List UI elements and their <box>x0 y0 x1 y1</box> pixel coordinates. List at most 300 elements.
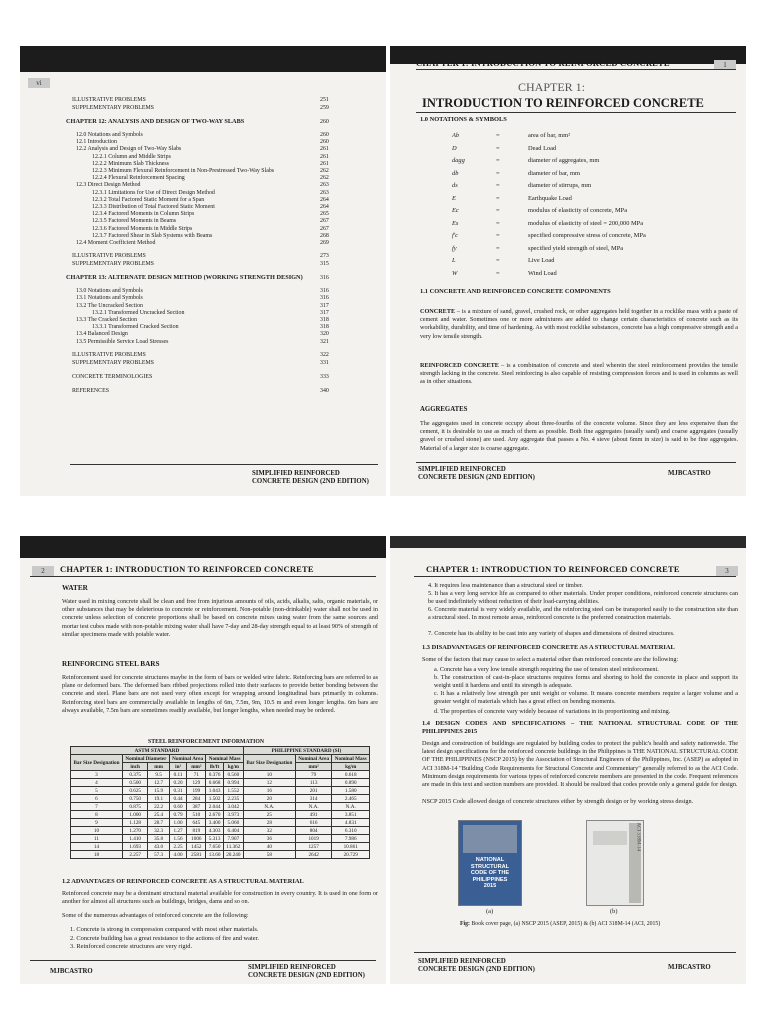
page-number: vi <box>28 78 50 88</box>
table-cell: 2.25 <box>169 843 186 851</box>
toc-entry: CHAPTER 12: ANALYSIS AND DESIGN OF TWO-WAY SLABS <box>66 118 245 125</box>
toc-entry: REFERENCES <box>72 387 109 394</box>
table-cell: 2.044 <box>206 803 223 811</box>
notation-symbol: ds <box>452 182 458 189</box>
toc-entry: ILLUSTRATIVE PROBLEMS <box>72 253 146 260</box>
table-cell: 20.240 <box>223 851 243 859</box>
footer-title-line2: CONCRETE DESIGN (2ND EDITION) <box>252 478 369 485</box>
table-row <box>71 811 370 819</box>
table-cell: 0.750 <box>122 795 147 803</box>
table-cell: 0.376 <box>206 771 223 779</box>
toc-entry: 12.3 Direct Design Method <box>76 182 141 189</box>
toc-entry: 13.2 The Uncracked Section <box>76 302 143 309</box>
list-item: a. Concrete has a very low tensile strength requiring the use of tension steel reinforcement. <box>434 666 659 673</box>
table-cell: 1.410 <box>122 835 147 843</box>
table-cell: 3.851 <box>332 811 370 819</box>
toc-page-number: 263 <box>320 189 329 196</box>
table-cell: 1.693 <box>122 843 147 851</box>
table-cell: 3.042 <box>223 803 243 811</box>
notation-symbol: Es <box>452 219 459 227</box>
table-cell: 43.0 <box>148 843 169 851</box>
table-cell: 0.500 <box>122 779 147 787</box>
scan-edge-band <box>390 536 746 548</box>
toc-entry: 12.2.1 Column and Middle Strips <box>92 153 171 160</box>
table-cell: 0.60 <box>169 803 186 811</box>
list-item: 5. It has a very long service life as compared to other materials. Under proper conditions, reinforced concrete structures can be used indefinitely without reduction of their load-carrying abilities. <box>428 590 738 606</box>
col-header: Nominal Area <box>169 755 206 763</box>
table-cell: 28 <box>243 819 295 827</box>
cover-line: STRUCTURAL <box>470 863 510 870</box>
cover-line: PHILIPPINES <box>472 876 508 883</box>
sub-header: kg/m <box>223 763 243 771</box>
sub-header: mm² <box>187 763 206 771</box>
toc-entry: SUPPLEMENTARY PROBLEMS <box>72 359 154 366</box>
notation-definition: specified compressive stress of concrete, MPa <box>528 232 646 239</box>
toc-entry: 12.3.4 Factored Moments in Column Strips <box>92 211 195 218</box>
page-1 <box>390 46 746 496</box>
col-header: Nominal Area <box>295 755 332 763</box>
table-cell: 1.270 <box>122 827 147 835</box>
toc-entry: 13.1 Notations and Symbols <box>76 295 143 302</box>
toc-page-number: 340 <box>320 387 329 394</box>
toc-entry: 12.2 Analysis and Design of Two-Way Slabs <box>76 146 182 153</box>
col-header: Nominal Diameter <box>122 755 169 763</box>
page-number: 3 <box>716 566 738 576</box>
table-cell: 314 <box>295 795 332 803</box>
list-item: 6. Concrete material is very widely available, and the reinforcing steel can be transported easily to the construction site than a structural steel. In most remote areas, reinforced concrete is the preferred construction materials. <box>428 606 738 622</box>
toc-page-number: 261 <box>320 160 329 167</box>
footer-rule <box>416 462 736 463</box>
notation-equals: = <box>496 244 500 252</box>
toc-page-number: 263 <box>320 182 329 189</box>
toc-entry: 13.0 Notations and Symbols <box>76 288 143 295</box>
notation-definition: diameter of bar, mm <box>528 169 580 177</box>
page-3 <box>390 536 746 984</box>
table-cell: N.A. <box>243 803 295 811</box>
table-cell: 11 <box>71 835 123 843</box>
notation-definition: modulus of elasticity of steel = 200,000 MPa <box>528 219 644 227</box>
table-cell: 28.7 <box>148 819 169 827</box>
footer-title-line2: CONCRETE DESIGN (2ND EDITION) <box>418 966 535 973</box>
term-concrete: CONCRETE <box>420 308 456 315</box>
table-cell: 201 <box>295 787 332 795</box>
notation-equals: = <box>496 219 500 227</box>
table-cell: 0.994 <box>223 779 243 787</box>
table-cell: 129 <box>187 779 206 787</box>
toc-entry: ILLUSTRATIVE PROBLEMS <box>72 351 146 358</box>
notation-symbol: db <box>452 169 459 177</box>
table-cell: 18 <box>71 851 123 859</box>
rc-definition <box>420 362 738 387</box>
sub-header: kg/m <box>332 763 370 771</box>
water-text: Water used in mixing concrete shall be clean and free from injurious amounts of oils, acids, alkalis, salts, organic materials, or other substances that may be deleterious to concrete or reinforcement. Non-potable (non-drinkable) water shall not be used in concrete unless selection of concrete proportions shall be based on concrete mixes using water from the same sources and mortar test cubes made with non-potable mixing water shall have 7-day and 28-day strength equal to at least 90% of strength of similar specimens made with potable water. <box>62 598 378 638</box>
notation-symbol: f'c <box>452 232 458 239</box>
table-cell: 2.670 <box>206 811 223 819</box>
aggregates-text: The aggregates used in concrete occupy about three-fourths of the concrete volume. Since they are less expensive than the cement, it is desirable to use as much of them as possible. Both fine aggregates (usually sand) and coarse aggregates (usually gravel or crushed stone) are used. Any aggregate that passes a No. 4 sieve (about 6mm in size) is said to be fine aggregates. Material of a larger size is coarse aggregate. <box>420 420 738 452</box>
footer-rule <box>70 464 378 465</box>
table-cell: 79 <box>295 771 332 779</box>
col-header: Bar Size Designation <box>71 755 123 771</box>
notation-symbol: Ab <box>452 132 460 139</box>
table-cell: 199 <box>187 787 206 795</box>
sub-header: mm <box>148 763 169 771</box>
toc-entry: 12.4 Moment Coefficient Method <box>76 240 156 246</box>
notation-definition: Wind Load <box>528 269 557 277</box>
table-cell: 40 <box>243 843 295 851</box>
notation-definition: Live Load <box>528 257 555 264</box>
notation-symbol: L <box>452 257 456 264</box>
header-rule <box>414 576 736 577</box>
table-cell: 1019 <box>295 835 332 843</box>
table-cell: 3 <box>71 771 123 779</box>
header-rule <box>416 69 736 70</box>
toc-page-number: 320 <box>320 331 329 338</box>
table-cell: N.A. <box>295 803 332 811</box>
footer-book-title <box>252 470 369 486</box>
table-row <box>71 851 370 859</box>
footer-rule <box>414 952 736 953</box>
table-cell: 7.986 <box>332 835 370 843</box>
table-cell: 645 <box>187 819 206 827</box>
table-cell: 284 <box>187 795 206 803</box>
toc-entry: 13.3 The Cracked Section <box>76 317 138 323</box>
table-cell: 10 <box>243 771 295 779</box>
table-cell: 13.60 <box>206 851 223 859</box>
chapter-running-header: CHAPTER 1: INTRODUCTION TO REINFORCED CONCRETE <box>426 564 680 574</box>
notation-equals: = <box>496 194 500 202</box>
table-cell: 3.973 <box>223 811 243 819</box>
footer-title-line1: SIMPLIFIED REINFORCED <box>252 470 340 477</box>
notation-definition: area of bar, mm² <box>528 132 571 139</box>
toc-page-number: 269 <box>320 240 329 246</box>
toc-page-number: 321 <box>320 338 329 345</box>
sub-header: inch <box>122 763 147 771</box>
table-cell: 819 <box>187 827 206 835</box>
table-cell: 0.31 <box>169 787 186 795</box>
table-cell: 5.060 <box>223 819 243 827</box>
toc-page-number: 262 <box>320 175 329 182</box>
toc-entry: 12.3.7 Factored Shear in Slab Systems with Beams <box>92 232 213 239</box>
list-item: c. It has a relatively low strength per unit weight or volume. It means concrete members require a larger volume and a greater weight of materials which has a great effect on bending moments. <box>434 690 738 706</box>
table-cell: 4.00 <box>169 851 186 859</box>
toc-entry: SUPPLEMENTARY PROBLEMS <box>72 105 154 111</box>
notation-symbol: W <box>452 269 458 277</box>
cover-text-block <box>593 831 627 845</box>
list-item: 4. It requires less maintenance than a structural steel or timber. <box>428 582 583 589</box>
table-cell: 1.56 <box>169 835 186 843</box>
disadvantages-intro: Some of the factors that may cause to select a material other than reinforced concrete are the following: <box>422 656 679 663</box>
chapter-title: CHAPTER 1: <box>518 80 586 94</box>
toc-entry: 12.1 Introduction <box>76 139 117 146</box>
table-cell: 1.128 <box>122 819 147 827</box>
toc-entry: 13.2.1 Transformed Uncracked Section <box>92 309 185 316</box>
table-row <box>71 779 370 787</box>
figure-label-a: (a) <box>486 908 494 915</box>
footer-title-line2: CONCRETE DESIGN (2ND EDITION) <box>248 972 365 979</box>
caption-label: Fig: <box>460 921 470 927</box>
table-cell: 32.3 <box>148 827 169 835</box>
toc-page-number: 318 <box>320 324 329 331</box>
table-cell: 19.1 <box>148 795 169 803</box>
table-cell: 0.668 <box>206 779 223 787</box>
chapter-running-header: CHAPTER 1: INTRODUCTION TO REINFORCED CONCRETE <box>416 58 670 68</box>
notation-symbol: Ec <box>452 207 459 214</box>
table-cell: 7 <box>71 803 123 811</box>
title-rule <box>416 112 736 113</box>
table-cell: 11.362 <box>223 843 243 851</box>
toc-entry: 13.3.1 Transformed Cracked Section <box>92 324 179 331</box>
notation-definition: diameter of stirrups, mm <box>528 182 592 189</box>
components-heading: 1.1 CONCRETE AND REINFORCED CONCRETE COMPONENTS <box>420 288 611 295</box>
table-cell: 7.650 <box>206 843 223 851</box>
toc-entry: 13.4 Balanced Design <box>76 331 128 338</box>
table-cell: 0.79 <box>169 811 186 819</box>
table-cell: 1.580 <box>332 787 370 795</box>
toc-page-number: 260 <box>320 139 329 146</box>
notation-symbol: dagg <box>452 157 465 164</box>
toc-entry: SUPPLEMENTARY PROBLEMS <box>72 261 154 268</box>
advantages-heading: 1.2 ADVANTAGES OF REINFORCED CONCRETE AS A STRUCTURAL MATERIAL <box>62 878 304 885</box>
toc-entry: 12.3.2 Total Factored Static Moment for a Span <box>92 196 205 203</box>
notation-equals: = <box>496 132 500 139</box>
codes-text: Design and construction of buildings are regulated by building codes to protect the public's health and safety nationwide. The latest design specifications for the reinforced concrete buildings in the Philippines is THE NATIONAL STRUCTURAL CODE OF THE PHILIPPINES (NSCP 2015) by the Association of Structural Engineers of the Philippines, Inc. (ASEP) as adopted in ACI 318M-14 "Building Code Requirements for Structural Concrete and Commentary" generally referred to as the ACI Code. Minimum design requirements for various types of reinforced concrete members are presented in the code. Frequent references are made in this text and section numbers are provided. It should be realized that codes provide only a general guide for design. <box>422 740 738 789</box>
toc-page-number: 267 <box>320 218 329 225</box>
toc-entry: 12.3.5 Factored Moments in Beams <box>92 218 177 225</box>
cover-line: 2015 <box>483 883 497 890</box>
table-cell: 6 <box>71 795 123 803</box>
toc-entry: 12.2.4 Flexural Reinforcement Spacing <box>92 175 185 182</box>
toc-page-number: 331 <box>320 359 329 366</box>
table-cell: 4 <box>71 779 123 787</box>
toc-page-number: 251 <box>320 97 329 103</box>
table-cell: 22.2 <box>148 803 169 811</box>
cover-title <box>459 857 521 890</box>
footer-author: MJBCASTRO <box>668 470 711 477</box>
toc-page-number: 316 <box>320 295 329 302</box>
table-row <box>71 787 370 795</box>
table-row <box>71 835 370 843</box>
toc-page-number: 260 <box>320 119 329 125</box>
table-row <box>71 843 370 851</box>
footer-book-title <box>248 964 365 980</box>
aggregates-heading: AGGREGATES <box>420 406 468 413</box>
table-cell: 0.11 <box>169 771 186 779</box>
figure-caption <box>460 920 660 928</box>
toc-page-number: 259 <box>320 105 329 111</box>
toc-page-number: 318 <box>320 317 329 323</box>
footer-title-line1: SIMPLIFIED REINFORCED <box>418 466 506 473</box>
table-cell: 58 <box>243 851 295 859</box>
toc-page <box>20 46 386 496</box>
toc-page-number: 273 <box>320 253 329 260</box>
table-cell: 616 <box>295 819 332 827</box>
caption-text: Book cover page, (a) NSCP 2015 (ASEP, 2015) & (b) ACI 318M-14 (ACI, 2015) <box>469 921 661 927</box>
table-cell: 3.400 <box>206 819 223 827</box>
notation-definition: Earthquake Load <box>528 194 572 202</box>
steel-reinforcement-table <box>70 746 370 859</box>
page-number: 2 <box>32 566 54 576</box>
table-cell: 0.20 <box>169 779 186 787</box>
advantages-intro: Some of the numerous advantages of reinforced concrete are the following: <box>62 912 249 919</box>
list-item: d. The properties of concrete vary widely because of variations in its proportioning and mixing. <box>434 708 671 715</box>
page-2 <box>20 536 386 984</box>
footer-author: MJBCASTRO <box>50 968 93 975</box>
table-cell: 5 <box>71 787 123 795</box>
table-cell: N.A. <box>332 803 370 811</box>
table-cell: 5.313 <box>206 835 223 843</box>
table-cell: 20.729 <box>332 851 370 859</box>
table-cell: 8 <box>71 811 123 819</box>
table-cell: 12.7 <box>148 779 169 787</box>
table-row <box>71 803 370 811</box>
table-cell: 9 <box>71 819 123 827</box>
notation-equals: = <box>496 157 500 164</box>
table-row <box>71 795 370 803</box>
toc-page-number: 317 <box>320 302 329 309</box>
steel-heading: REINFORCING STEEL BARS <box>62 660 160 668</box>
table-cell: 510 <box>187 811 206 819</box>
table-cell: 0.375 <box>122 771 147 779</box>
notation-definition: specified yield strength of steel, MPa <box>528 244 624 252</box>
table-cell: 0.625 <box>122 787 147 795</box>
list-item: 2. Concrete building has a great resistance to the actions of fire and water. <box>70 934 259 942</box>
table-cell: 71 <box>187 771 206 779</box>
table-cell: 1.27 <box>169 827 186 835</box>
notation-symbol: E <box>452 194 456 202</box>
concrete-text: – is a mixture of sand, gravel, crushed rock, or other aggregates held together in a rocklike mass with a paste of cement and water. Sometimes one or more admixtures are added to change certain characteristics of concrete such as its workability, durability, and time of hardening. As with most rocklike substances, concrete has a high compressive strength and a very low tensile strength. <box>420 308 738 340</box>
toc-entry: 13.5 Permissible Service Load Stresses <box>76 338 169 345</box>
list-item: 1. Concrete is strong in compression compared with most other materials. <box>70 926 259 933</box>
toc-entry: ILLUSTRATIVE PROBLEMS <box>72 97 146 103</box>
table-cell: 16 <box>243 787 295 795</box>
toc-page-number: 316 <box>320 275 329 282</box>
toc-page-number: 264 <box>320 204 329 210</box>
toc-page-number: 260 <box>320 132 329 138</box>
table-cell: 10 <box>71 827 123 835</box>
toc-page-number: 333 <box>320 373 329 380</box>
toc-entry: 12.3.1 Limitations for Use of Direct Design Method <box>92 189 215 196</box>
toc-page-number: 261 <box>320 153 329 160</box>
sub-header: in² <box>169 763 186 771</box>
table-cell: 6.404 <box>223 827 243 835</box>
aci-book-cover <box>586 820 644 906</box>
toc-entry: 12.2.2 Minimum Slab Thickness <box>92 160 169 167</box>
table-cell: 35.8 <box>148 835 169 843</box>
footer-title-line1: SIMPLIFIED REINFORCED <box>418 958 506 965</box>
cover-line: CODE OF THE <box>470 870 510 877</box>
footer-title-line1: SIMPLIFIED REINFORCED <box>248 964 336 971</box>
cover-image-band <box>463 825 517 853</box>
toc-page-number: 264 <box>320 196 329 203</box>
notation-definition: Dead Load <box>528 144 557 152</box>
table-cell: 0.890 <box>332 779 370 787</box>
notation-equals: = <box>496 144 500 152</box>
table-cell: 113 <box>295 779 332 787</box>
chapter-running-header: CHAPTER 1: INTRODUCTION TO REINFORCED CONCRETE <box>60 564 314 574</box>
rc-text: – is a combination of concrete and steel wherein the steel reinforcement provides the tensile strength lacking in the concrete. Steel reinforcing is also capable of resisting compression forces and is used in columns as well as in other situations. <box>420 362 738 386</box>
table-cell: 15.9 <box>148 787 169 795</box>
table-cell: 2.465 <box>332 795 370 803</box>
table-cell: 1452 <box>187 843 206 851</box>
table-cell: 1.552 <box>223 787 243 795</box>
table-cell: 1.502 <box>206 795 223 803</box>
notation-equals: = <box>496 182 500 189</box>
footer-title-line2: CONCRETE DESIGN (2ND EDITION) <box>418 474 535 481</box>
scan-edge-band <box>20 536 386 558</box>
concrete-definition <box>420 308 738 341</box>
table-cell: 4.831 <box>332 819 370 827</box>
list-item: b. The construction of cast-in-place structures requires forms and shoring to hold the concrete in place and support its weight until it hardens and until its strength is adequate. <box>434 674 738 690</box>
table-cell: 6.310 <box>332 827 370 835</box>
figure-label-b: (b) <box>610 908 618 915</box>
toc-page-number: 316 <box>320 288 329 295</box>
table-cell: 2642 <box>295 851 332 859</box>
footer-book-title <box>418 958 535 974</box>
col-header: Nominal Mass <box>332 755 370 763</box>
steel-text: Reinforcement used for concrete structures maybe in the form of bars or welded wire fabric. Reinforcing bars are referred to as plane or deformed bars. The deformed bars ribbed projections rolled into their surfaces to provide better bonding between the concrete and steel. Plane bars are not used very often except for wrapping around longitudinal bars primarily in columns. Reinforcing steel bars are commercially available in lengths of 6m, 7.5m, 9m, 10.5 m and even longer lengths. 6m bars are always available, 7.5m bars are sometimes readily available, but longer lengths, when needed may be ordered. <box>62 674 378 714</box>
footer-author: MJBCASTRO <box>668 964 711 971</box>
toc-page-number: 262 <box>320 168 329 174</box>
table-cell: 0.560 <box>223 771 243 779</box>
table-cell: 1.000 <box>122 811 147 819</box>
toc-page-number: 322 <box>320 351 329 358</box>
notation-equals: = <box>496 207 500 214</box>
table-cell: 32 <box>243 827 295 835</box>
cover-line: NATIONAL <box>475 857 505 863</box>
notation-symbol: D <box>452 144 457 152</box>
table-row <box>71 771 370 779</box>
table-cell: 10.861 <box>332 843 370 851</box>
advantages-text: Reinforced concrete may be a dominant structural material available for construction in every country. It is used in one form or another for almost all structures such as buildings, bridges, dams and so on. <box>62 890 378 906</box>
term-reinforced-concrete: REINFORCED CONCRETE <box>420 362 499 369</box>
col-header: Nominal Mass <box>206 755 244 763</box>
table-cell: 387 <box>187 803 206 811</box>
table-cell: 491 <box>295 811 332 819</box>
page-number: 1 <box>714 60 736 70</box>
col-header: Bar Size Designation <box>243 755 295 771</box>
toc-page-number: 268 <box>320 232 329 239</box>
notation-equals: = <box>496 269 500 277</box>
scan-edge-band <box>20 46 386 72</box>
table-cell: 0.44 <box>169 795 186 803</box>
list-item: 3. Reinforced concrete structures are very rigid. <box>70 943 193 950</box>
toc-entry: 12.3.3 Distribution of Total Factored Static Moment <box>92 204 215 210</box>
table-cell: 1006 <box>187 835 206 843</box>
toc-page-number: 317 <box>320 309 329 316</box>
cover-spine-text: ACI 318M-14 <box>635 822 640 851</box>
notation-equals: = <box>496 169 500 177</box>
footer-rule <box>30 960 376 961</box>
notation-equals: = <box>496 232 500 239</box>
table-cell: 7.907 <box>223 835 243 843</box>
table-cell: 1257 <box>295 843 332 851</box>
footer-book-title <box>418 466 535 482</box>
nscp-book-cover <box>458 820 522 906</box>
table-cell: 1.00 <box>169 819 186 827</box>
sub-header: mm² <box>295 763 332 771</box>
table-cell: 25.4 <box>148 811 169 819</box>
table-cell: 0.875 <box>122 803 147 811</box>
table-cell: 2581 <box>187 851 206 859</box>
toc-entry: 12.3.6 Factored Moments in Middle Strips <box>92 225 193 232</box>
notation-definition: diameter of aggregates, mm <box>528 157 600 164</box>
notation-symbol: fy <box>452 244 457 252</box>
table-cell: 57.3 <box>148 851 169 859</box>
chapter-subtitle: INTRODUCTION TO REINFORCED CONCRETE <box>422 96 704 110</box>
toc-page-number: 315 <box>320 261 329 268</box>
toc-entry: CONCRETE TERMINOLOGIES <box>72 373 153 380</box>
table-cell: 1.043 <box>206 787 223 795</box>
